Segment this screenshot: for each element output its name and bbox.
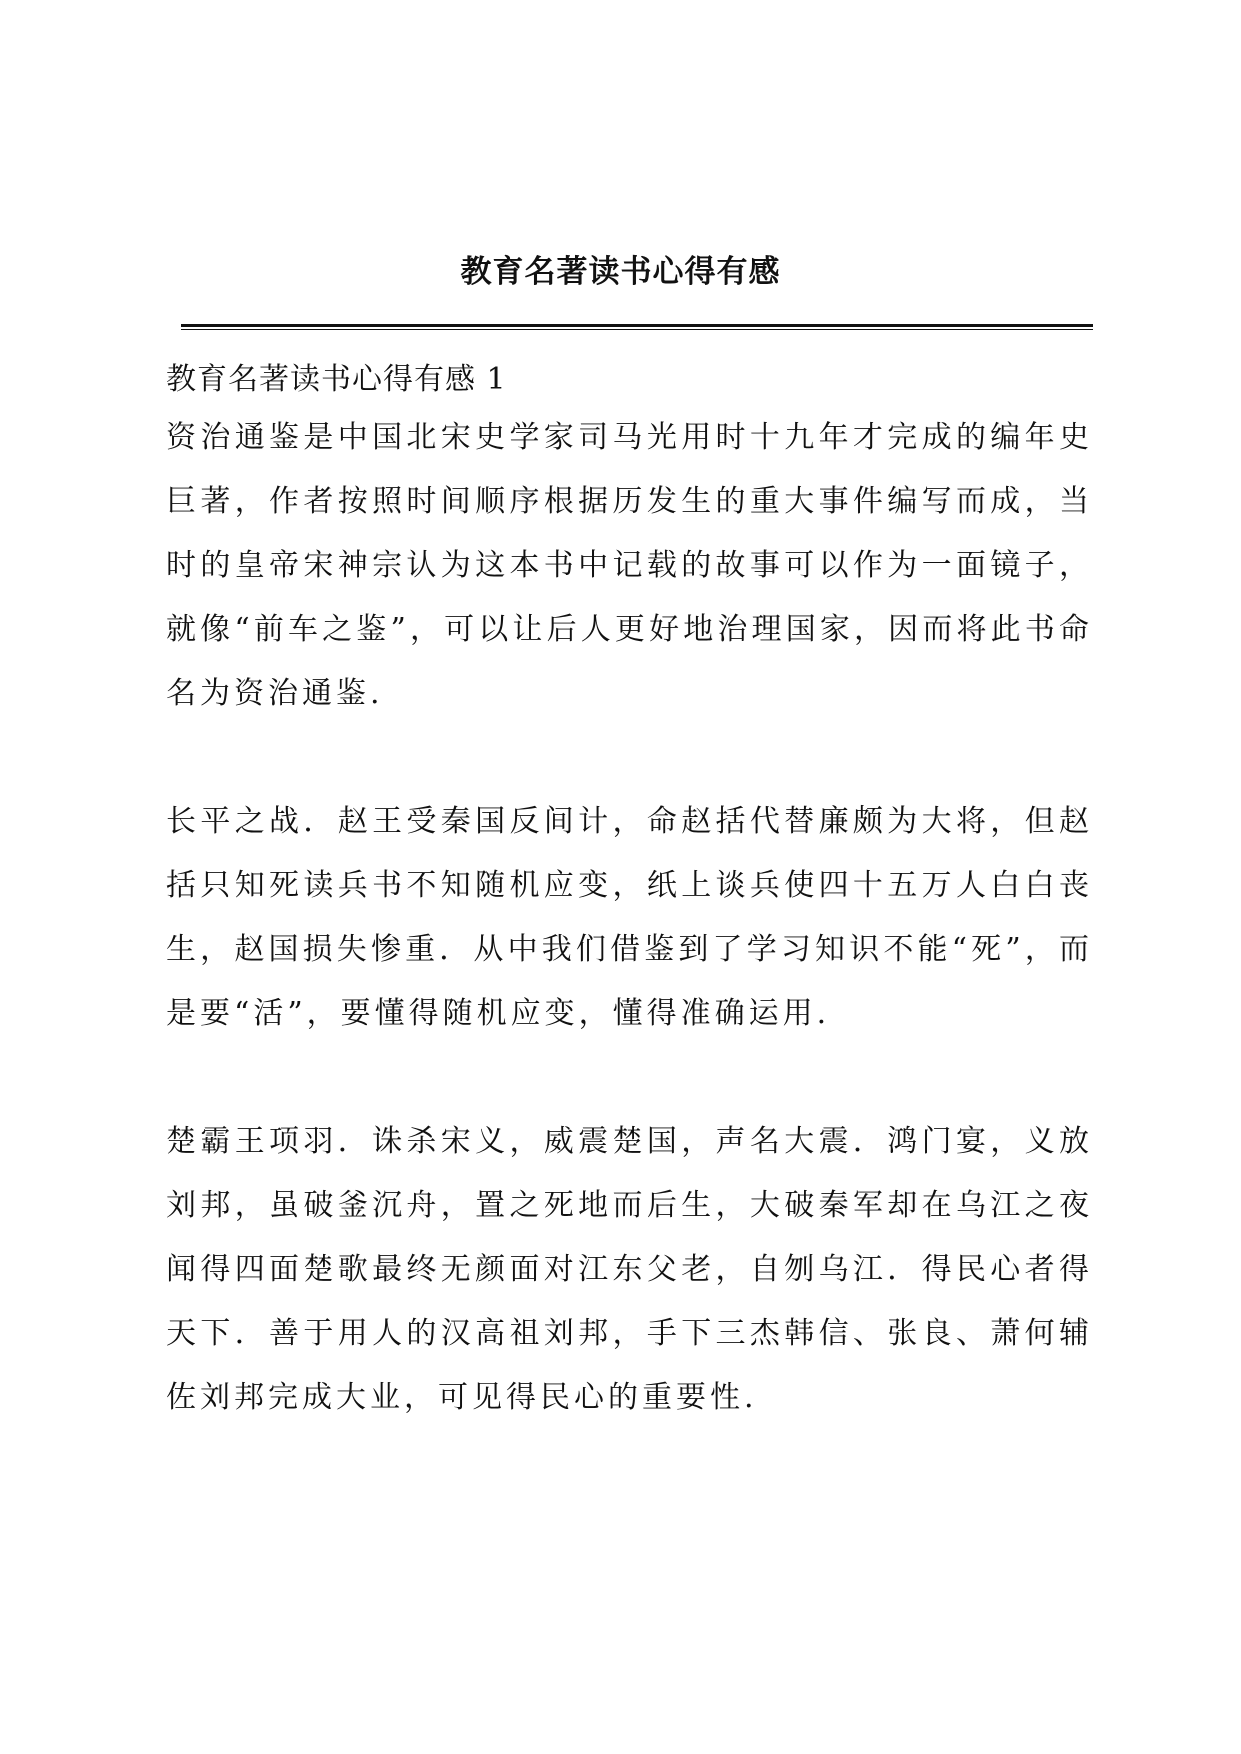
paragraph-1: 资治通鉴是中国北宋史学家司马光用时十九年才完成的编年史巨著，作者按照时间顺序根据历发生的重大事件编写而成，当时的皇帝宋神宗认为这本书中记载的故事可以作为一面镜子，就像“前车之鉴”，可以让后人更好地治理国家，因而将此书命名为资治通鉴. bbox=[166, 420, 1093, 711]
document-body bbox=[166, 356, 1093, 1430]
paragraph-3: 楚霸王项羽．诛杀宋义，威震楚国，声名大震．鸿门宴，义放刘邦，虽破釜沉舟，置之死地而后生，大破秦军却在乌江之夜闻得四面楚歌最终无颜面对江东父老，自刎乌江．得民心者得天下．善于用人的汉高祖刘邦，手下三杰韩信、张良、萧何辅佐刘邦完成大业，可见得民心的重要性. bbox=[166, 1124, 1093, 1415]
title-divider bbox=[181, 324, 1093, 330]
document-title: 教育名著读书心得有感 bbox=[460, 254, 781, 290]
section-heading: 教育名著读书心得有感 1 bbox=[166, 362, 507, 397]
paragraph-2: 长平之战．赵王受秦国反间计，命赵括代替廉颇为大将，但赵括只知死读兵书不知随机应变，纸上谈兵使四十五万人白白丧生，赵国损失惨重．从中我们借鉴到了学习知识不能“死”，而是要“活”，要懂得随机应变，懂得准确运用. bbox=[166, 804, 1093, 1031]
